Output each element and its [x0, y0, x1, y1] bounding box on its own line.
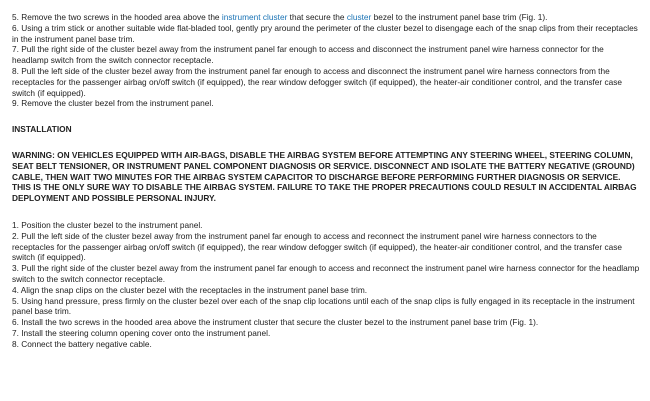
airbag-warning: WARNING: ON VEHICLES EQUIPPED WITH AIR-BAGS, DISABLE THE AIRBAG SYSTEM BEFORE ATTEMPTING ANY STEERING WHEEL, STEERING COLUMN, SEAT BELT TENSIONER, OR INSTRUMENT PANEL COMPONENT DIAGNOSIS OR SERVICE. DISCONNECT AND ISOLATE THE BATTERY NEGATIVE (GROUND) CABLE, THEN WAIT TWO MINUTES FOR THE AIRBAG SYSTEM CAPACITOR TO DISCHARGE BEFORE PERFORMING FURTHER DIAGNOSIS OR SERVICE. THIS IS THE ONLY SURE WAY TO DISABLE THE AIRBAG SYSTEM. FAILURE TO TAKE THE PROPER PRECAUTIONS COULD RESULT IN ACCIDENTAL AIRBAG DEPLOYMENT AND POSSIBLE PERSONAL INJURY. [12, 149, 637, 204]
step-text: 5. Remove the two screws in the hooded area above the [12, 12, 222, 22]
removal-steps [12, 12, 640, 109]
step-text: that secure the [287, 12, 347, 22]
installation-step-8: 8. Connect the battery negative cable. [12, 338, 152, 349]
installation-step-5: 5. Using hand pressure, press firmly on the cluster bezel over each of the snap clip locations until each of the snap clips is fully engaged in its receptacle in the instrument panel base trim. [12, 295, 635, 317]
installation-step-1: 1. Position the cluster bezel to the instrument panel. [12, 219, 203, 230]
installation-steps [12, 220, 640, 350]
installation-step-2: 2. Pull the left side of the cluster bezel away from the instrument panel far enough to access and reconnect the instrument panel wire harness connectors to the receptacles for the passenger airbag on/off switch (if equipped), the rear window defogger switch (if equipped), the heater-air conditioner control, and the transfer case switch (if equipped). [12, 230, 623, 263]
removal-step-9: 9. Remove the cluster bezel from the instrument panel. [12, 98, 214, 109]
instrument-cluster-link[interactable]: instrument cluster [221, 12, 288, 22]
removal-step-7: 7. Pull the right side of the cluster bezel away from the instrument panel far enough to access and disconnect the instrument panel wire harness connector for the headlamp switch from the switch connector receptacle. [12, 44, 604, 66]
installation-heading: INSTALLATION [12, 124, 72, 135]
cluster-link[interactable]: cluster [346, 12, 372, 22]
installation-step-3: 3. Pull the right side of the cluster bezel away from the instrument panel far enough to access and reconnect the instrument panel wire harness connector for the headlamp switch to the switch connector receptacle. [12, 263, 640, 284]
removal-step-5 [12, 12, 640, 23]
removal-step-6: 6. Using a trim stick or another suitable wide flat-bladed tool, gently pry around the perimeter of the cluster bezel to disengage each of the snap clips from their receptacles in the instrument panel base trim. [12, 22, 638, 44]
installation-step-6: 6. Install the two screws in the hooded area above the instrument cluster that secure the cluster bezel to the instrument panel base trim (Fig. 1). [12, 317, 539, 328]
step-text: bezel to the instrument panel base trim (Fig. 1). [371, 12, 548, 22]
installation-step-7: 7. Install the steering column opening cover onto the instrument panel. [12, 327, 271, 338]
installation-step-4: 4. Align the snap clips on the cluster bezel with the receptacles in the instrument panel base trim. [12, 284, 368, 295]
removal-step-8: 8. Pull the left side of the cluster bezel away from the instrument panel far enough to access and disconnect the instrument panel wire harness connectors from the receptacles for the passenger airbag on/off switch (if equipped), the rear window defogger switch (if equipped), the heater-air conditioner control, and the transfer case switch (if equipped). [12, 65, 623, 98]
